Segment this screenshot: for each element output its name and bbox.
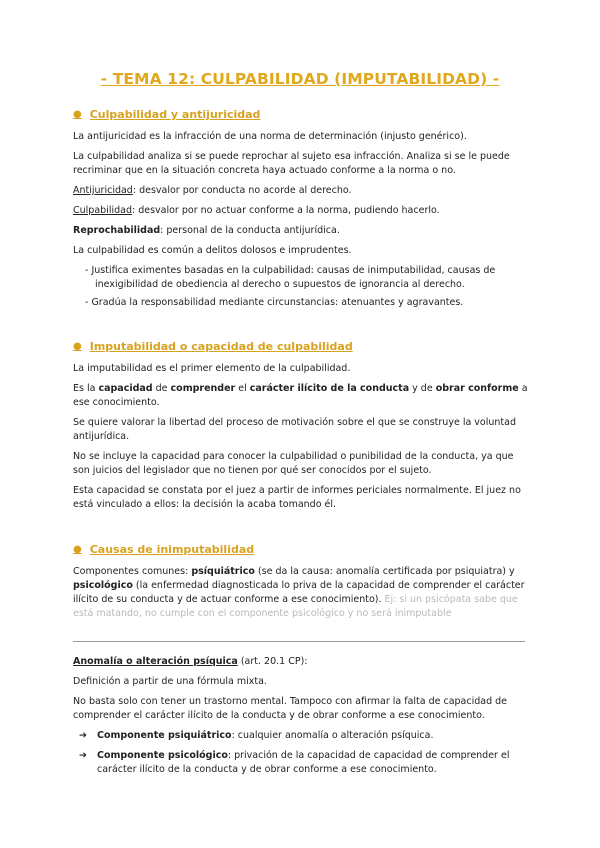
paragraph: La culpabilidad analiza si se puede reprochar al sujeto esa infracción. Analiza si se le puede recriminar que en la situación concreta haya actuado conforme a la norma o no.	[73, 151, 510, 176]
paragraph: La antijuricidad es la infracción de una norma de determinación (injusto genérico).	[73, 131, 467, 142]
definition-culpabilidad	[73, 204, 533, 218]
subheading-term: Anomalía o alteración psíquica	[73, 656, 238, 667]
bold-text: psíquiátrico	[191, 566, 255, 577]
definition: : desvalor por no actuar conforme a la norma, pudiendo hacerlo.	[131, 205, 440, 216]
bullet-icon: ●	[73, 544, 82, 555]
dash-list	[85, 264, 533, 310]
section-heading	[73, 543, 533, 556]
text: a ese conocimiento.	[73, 383, 528, 408]
paragraph-capacidad	[73, 382, 533, 410]
paragraph: Definición a partir de una fórmula mixta.	[73, 676, 267, 687]
bullet-icon: ●	[73, 341, 82, 352]
paragraph: No basta solo con tener un trastorno mental. Tampoco con afirmar la falta de capacidad de comprender el carácter ilícito de la conducta y de obrar conforme a ese conocimiento.	[73, 696, 508, 721]
bullet-icon: ●	[73, 109, 82, 120]
section-heading-text: Causas de inimputabilidad	[89, 543, 255, 556]
definition: : cualquier anomalía o alteración psíquica.	[231, 730, 434, 741]
arrow-icon: ➔	[79, 750, 87, 761]
term: Componente psiquiátrico	[97, 730, 232, 741]
section-heading	[73, 108, 533, 121]
text: (la enfermedad diagnosticada lo priva de la capacidad de comprender el carácter ilícito de su conducta y de actuar conforme a ese conocimiento).	[73, 580, 525, 605]
section-culpabilidad-antijuricidad	[73, 108, 533, 316]
text: Es la	[73, 383, 99, 394]
definition-antijuricidad	[73, 184, 533, 198]
bold-text: capacidad	[98, 383, 153, 394]
paragraph: La imputabilidad es el primer elemento de la culpabilidad.	[73, 363, 351, 374]
subheading-ref: (art. 20.1 CP):	[237, 656, 308, 667]
definition: : personal de la conducta antijurídica.	[160, 225, 340, 236]
divider	[73, 641, 525, 642]
text: (se da la causa: anomalía certificada por psiquiatra) y	[254, 566, 515, 577]
paragraph: Se quiere valorar la libertad del proceso de motivación sobre el que se construye la voluntad antijurídica.	[73, 417, 516, 442]
section-heading-text: Culpabilidad y antijuricidad	[89, 108, 261, 121]
term: Culpabilidad	[73, 205, 132, 216]
example-note: Ej: si un psicópata sabe que está matando, no cumple con el componente psicológico y no será inimputable	[73, 594, 518, 619]
arrow-list	[73, 729, 533, 777]
bold-text: obrar conforme	[435, 383, 519, 394]
definition: : privación de la capacidad de capacidad de comprender el carácter ilícito de la conducta y de obrar conforme a ese conocimiento.	[97, 750, 510, 775]
text: y de	[409, 383, 436, 394]
definition: : desvalor por conducta no acorde al derecho.	[132, 185, 352, 196]
definition-reprochabilidad	[73, 224, 533, 238]
list-item: - Justifica eximentes basadas en la culpabilidad: causas de inimputabilidad, causas de inexigibilidad de obediencia al derecho o supuestos de ignorancia al derecho.	[85, 265, 496, 290]
paragraph: No se incluye la capacidad para conocer la culpabilidad o punibilidad de la conducta, ya que son juicios del legislador que no tienen por qué ser conocidos por el sujeto.	[73, 451, 514, 476]
bold-text: psicológico	[73, 580, 133, 591]
section-anomalia	[73, 655, 533, 783]
text: Componentes comunes:	[73, 566, 192, 577]
paragraph: La culpabilidad es común a delitos dolosos e imprudentes.	[73, 245, 352, 256]
text: el	[235, 383, 250, 394]
section-causas-inimputabilidad	[73, 543, 533, 627]
term: Componente psicológico	[97, 750, 228, 761]
paragraph-componentes	[73, 565, 533, 621]
arrow-icon: ➔	[79, 730, 87, 741]
list-item	[73, 749, 533, 777]
term: Reprochabilidad	[73, 225, 161, 236]
bold-text: comprender	[170, 383, 236, 394]
section-heading	[73, 340, 533, 353]
bold-text: carácter ilícito de la conducta	[249, 383, 410, 394]
text: de	[152, 383, 171, 394]
page-title: - TEMA 12: CULPABILIDAD (IMPUTABILIDAD) -	[100, 70, 500, 88]
term: Antijuricidad	[73, 185, 133, 196]
paragraph: Esta capacidad se constata por el juez a partir de informes periciales normalmente. El juez no está vinculado a ellos: la decisión la acaba tomando él.	[73, 485, 521, 510]
subheading-anomalia	[73, 655, 533, 669]
list-item	[73, 729, 533, 743]
list-item: - Gradúa la responsabilidad mediante circunstancias: atenuantes y agravantes.	[85, 297, 464, 308]
section-heading-text: Imputabilidad o capacidad de culpabilidad	[89, 340, 353, 353]
section-imputabilidad	[73, 340, 533, 518]
